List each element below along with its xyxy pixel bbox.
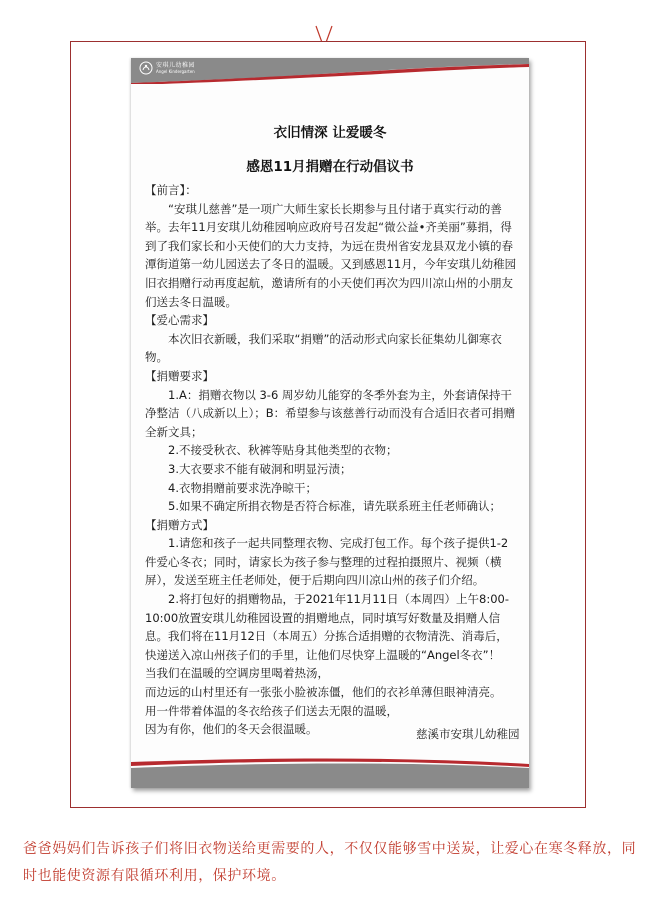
- footer-band: [131, 748, 529, 788]
- requirement-item: 1.A：捐赠衣物以 3-6 周岁幼儿能穿的冬季外套为主，外套请保持干净整洁（八成新以上）；B：希望参与该慈善行动而没有合适旧衣者可捐赠全新文具；: [145, 387, 516, 439]
- closing-line: 当我们在温暖的空调房里喝着热汤，: [145, 666, 329, 681]
- section-heading-methods: 【捐赠方式】: [145, 517, 214, 532]
- closing-line: 而边远的山村里还有一张张小脸被冻僵，他们的衣衫单薄但眼神清亮。: [145, 685, 502, 700]
- section-heading-needs: 【爱心需求】: [145, 313, 214, 328]
- paragraph-needs: 本次旧衣新暖，我们采取“捐赠”的活动形式向家长征集幼儿御寒衣物。: [145, 331, 502, 365]
- method-item: 1.请您和孩子一起共同整理衣物、完成打包工作。每个孩子提供1-2件爱心冬衣；同时，请家长为孩子参与整理的过程拍摄照片、视频（横屏），发送至班主任老师处，便于后期向四川凉山州的孩子们介绍。: [145, 536, 509, 588]
- requirement-item: 5.如果不确定所捐衣物是否符合标准，请先联系班主任老师确认；: [168, 499, 501, 514]
- paragraph-preface: “安琪儿慈善”是一项广大师生家长长期参与且付诸于真实行动的善举。去年11月安琪儿幼稚园响应政府号召发起“微公益•齐美丽”募捐，得到了我们家长和小天使们的大力支持，为远在贵州省安龙县双龙小镇的春潭街道第一幼儿园送去了冬日的温暖。又到感恩11月，今年安琪儿幼稚园旧衣捐赠行动再度起航，邀请所有的小天使们再次为四川凉山州的小朋友们送去冬日温暖。: [145, 201, 517, 309]
- angel-logo-icon: [139, 61, 153, 75]
- requirement-item: 3.大衣要求不能有破洞和明显污渍；: [168, 461, 352, 476]
- letter-page: [131, 58, 529, 788]
- closing-line: 用一件带着体温的冬衣给孩子们送去无限的温暖，: [145, 703, 398, 718]
- signature: 慈溪市安琪儿幼稚园: [416, 727, 520, 741]
- letter-subtitle: 感恩11月捐赠在行动倡议书: [246, 159, 414, 175]
- kindergarten-logo: [139, 61, 195, 75]
- caption-text: 爸爸妈妈们告诉孩子们将旧衣物送给更需要的人，不仅仅能够雪中送炭，让爱心在寒冬释放，同时也能使资源有限循环利用，保护环境。: [23, 841, 637, 884]
- method-item: 2.将打包好的捐赠物品，于2021年11月11日（本周四）上午8:00-10:00放置安琪儿幼稚园设置的捐赠地点，同时填写好数量及捐赠人信息。我们将在11月12日（本周五）分拣合适捐赠的衣物清洗、消毒后，快递送入凉山州孩子们的手里，让他们尽快穿上温暖的“Angel冬衣”！: [145, 592, 509, 662]
- closing-line: 因为有你，他们的冬天会很温暖。: [145, 722, 318, 737]
- section-heading-preface: 【前言】：: [145, 183, 197, 197]
- logo-text-cn: 安琪儿幼稚园: [156, 61, 196, 69]
- requirement-item: 2.不接受秋衣、秋裤等贴身其他类型的衣物；: [168, 443, 398, 458]
- section-heading-requirements: 【捐赠要求】: [145, 368, 214, 383]
- document-frame: [70, 41, 586, 808]
- letter-body: [145, 181, 517, 739]
- letter-title: 衣旧情深 让爱暖冬: [273, 125, 387, 141]
- requirement-item: 4.衣物捐赠前要求洗净晾干；: [168, 480, 317, 495]
- logo-text-en: Angel Kindergarten: [156, 68, 195, 74]
